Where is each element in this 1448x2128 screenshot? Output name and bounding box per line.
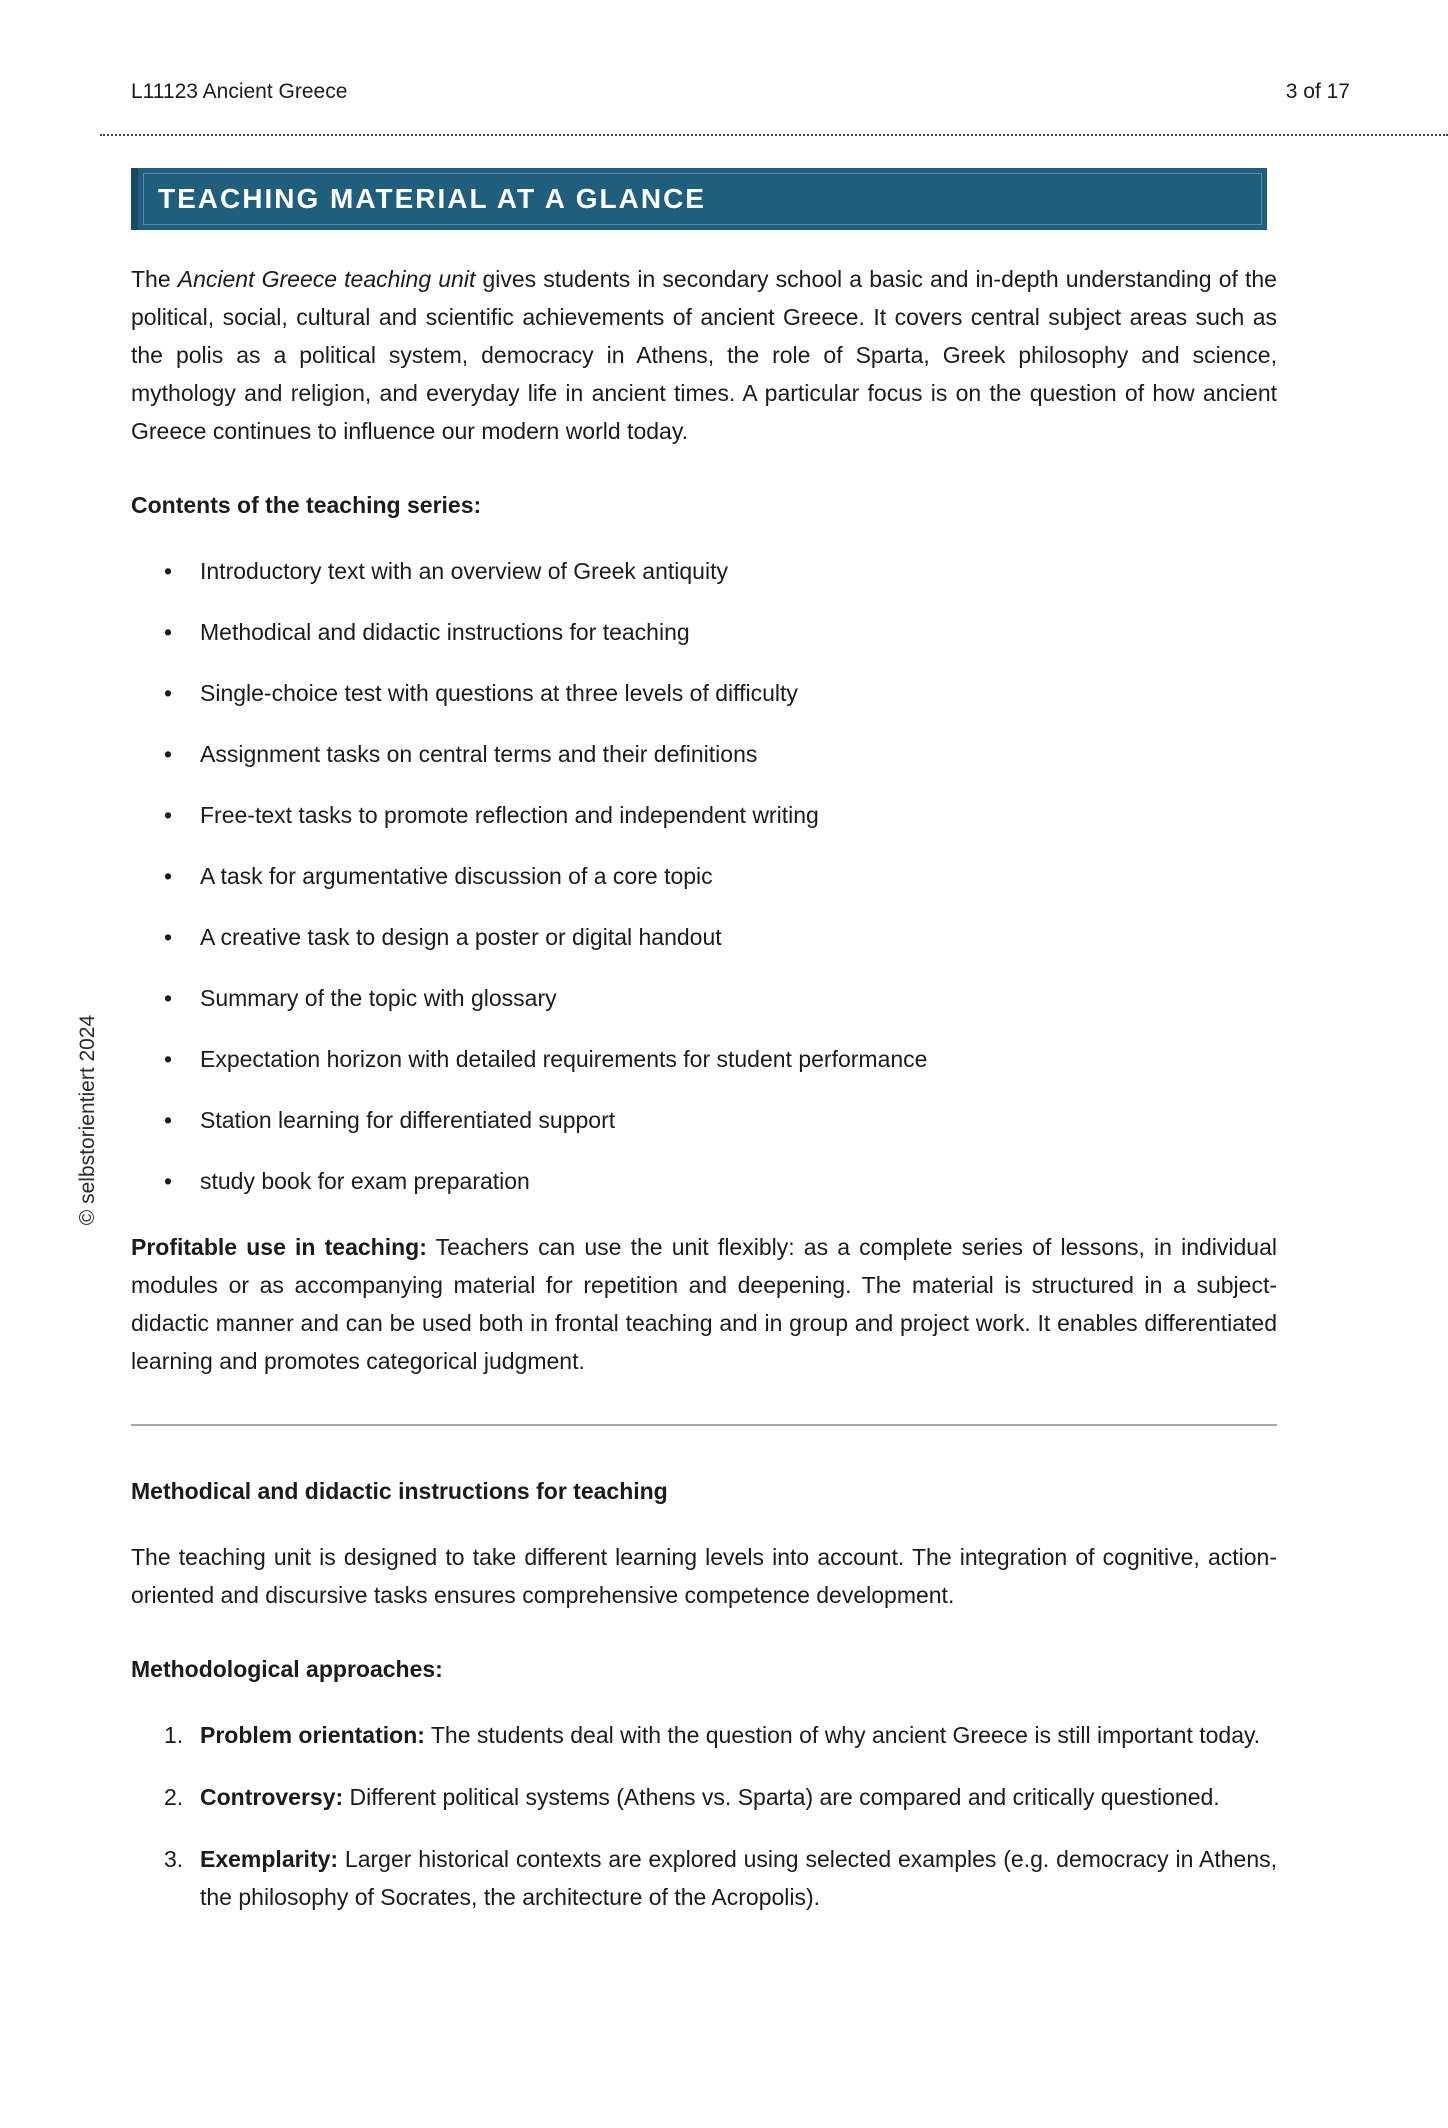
page-header: [100, 80, 1448, 136]
list-item: • Methodical and didactic instructions for teaching: [131, 613, 1277, 651]
list-item: • study book for exam preparation: [131, 1162, 1277, 1200]
profitable-use-text: Teachers can use the unit flexibly: as a complete series of lessons, in individual modules or as accompanying material for repetition and deepening. The material is structured in a subject-didactic manner and can be used both in frontal teaching and in group and project work. It enables differentiated learning and promotes categorical judgment.: [131, 1234, 1278, 1374]
list-item: • Assignment tasks on central terms and their definitions: [131, 735, 1277, 773]
intro-text-post: gives students in secondary school a basic and in-depth understanding of the political, social, cultural and scientific achievements of ancient Greece. It covers central subject areas such as the polis as a political system, democracy in Athens, the role of Sparta, Greek philosophy and science, mythology and religion, and everyday life in ancient times. A particular focus is on the question of how ancient Greece continues to influence our modern world today.: [131, 266, 1277, 444]
page-title: TEACHING MATERIAL AT A GLANCE: [158, 183, 706, 214]
document-code: L11123 Ancient Greece: [131, 80, 348, 103]
methodical-paragraph: The teaching unit is designed to take different learning levels into account. The integration of cognitive, action-oriented and discursive tasks ensures comprehensive competence development.: [131, 1544, 1277, 1608]
methodical-heading: Methodical and didactic instructions for teaching: [131, 1478, 668, 1504]
approach-lead: Controversy:: [200, 1784, 344, 1810]
list-item: [131, 1778, 1277, 1816]
page-number: 3 of 17: [1285, 80, 1350, 103]
list-item: • Single-choice test with questions at three levels of difficulty: [131, 674, 1277, 712]
page-header-row: [100, 80, 1448, 104]
contents-heading: Contents of the teaching series:: [131, 492, 482, 518]
approach-text: Larger historical contexts are explored using selected examples (e.g. democracy in Athens, the philosophy of Socrates, the architecture of the Acropolis).: [200, 1846, 1277, 1910]
intro-paragraph: [131, 260, 1277, 450]
profitable-use-lead: Profitable use in teaching:: [131, 1234, 427, 1260]
section-divider: [131, 1424, 1277, 1426]
contents-list: [131, 552, 1277, 1200]
main-content: [131, 260, 1277, 1916]
list-item: • Expectation horizon with detailed requirements for student performance: [131, 1040, 1277, 1078]
profitable-use-paragraph: [131, 1228, 1277, 1380]
approaches-heading: Methodological approaches:: [131, 1656, 443, 1682]
list-item: [131, 1716, 1277, 1754]
list-item: • Introductory text with an overview of Greek antiquity: [131, 552, 1277, 590]
approaches-list: [131, 1716, 1277, 1916]
copyright-notice: © selbstorientiert 2024: [76, 1014, 99, 1226]
list-item: • A creative task to design a poster or digital handout: [131, 918, 1277, 956]
approach-text: Different political systems (Athens vs. Sparta) are compared and critically questioned.: [343, 1784, 1220, 1810]
list-item: • Station learning for differentiated support: [131, 1101, 1277, 1139]
approach-text: The students deal with the question of why ancient Greece is still important today.: [424, 1722, 1261, 1748]
intro-text-pre: The: [131, 266, 178, 292]
title-banner: [131, 168, 1267, 230]
approach-lead: Exemplarity:: [200, 1846, 339, 1872]
unit-name-italic: Ancient Greece teaching unit: [177, 266, 476, 292]
list-item: • Summary of the topic with glossary: [131, 979, 1277, 1017]
approach-lead: Problem orientation:: [200, 1722, 425, 1748]
list-item: • A task for argumentative discussion of a core topic: [131, 857, 1277, 895]
list-item: [131, 1840, 1277, 1916]
list-item: • Free-text tasks to promote reflection and independent writing: [131, 796, 1277, 834]
